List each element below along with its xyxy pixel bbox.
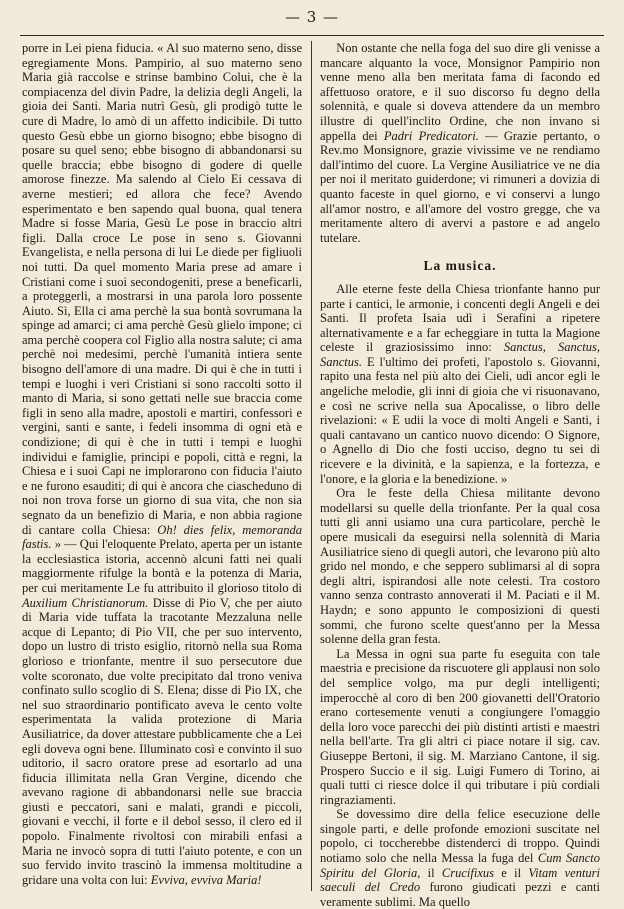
latin-quote: Oh! dies felix, memoranda fastis. — [22, 522, 303, 552]
body-paragraph — [320, 807, 600, 909]
body-paragraph: Ora le feste della Chiesa militante devono modellarsi su quelle della trionfante. Per la qual cosa tutti gli anni usiamo una cura particolare, perchè le opere musicali da eseguirsi nella solennità di Maria Ausiliatrice sieno di quegli autori, che levarono più alto grido nel mondo, e che seppero sublimarsi al di sopra degli altri, ispirandosi alle note celesti. Tra costoro vanno senza contrasto annoverati il M. Paciati e il M. Haydn; e sono appunto le composizioni di questi sommi, che furono scelte quest'anno per la Messa solenne della gran festa. — [320, 486, 600, 647]
paragraph-text: — Grazie pertanto, o Rev.mo Monsignore, grazie vivissime ve ne rendiamo dall'intimo del cuore. La Vergine Ausiliatrice ve ne dia per noi il meritato guiderdone; vi rimuneri a dovizia di quanto faceste in quel giorno, e vi conservi a lungo all'amor nostro, e all'amore del vostro gregge, che va meritamente altero di avervi a pastore e ad angelo tutelare. — [320, 128, 600, 245]
column-divider — [311, 41, 312, 891]
paragraph-text: Se dovessimo dire della felice esecuzione delle singole parti, e delle profonde emozioni suscitate nel popolo, ci toccherebbe distenderci di troppo. Quindi notiamo solo che nella Messa la fuga del — [320, 807, 600, 866]
paragraph-text: , il — [417, 865, 435, 880]
paragraph-text: furono giudicati pezzi e canti veramente sublimi. Ma quello — [320, 880, 600, 909]
paragraph-text: E l'ultimo dei profeti, l'apostolo s. Giovanni, rapito una festa nel più alto dei Cieli, udì ancor egli le angeliche melodie, gli inni di gioia che vi risuonavano, e così ne scrive nella sua Apocalisse, o libro delle rivelazioni: « E udii la voce di molti Angeli e Santi, i quali cantavano un cantico nuovo dicendo: O Signore, o Agnello di Dio che fosti ucciso, degno tu sei di ricevere e la divinità, e la sapienza, e la fortezza, e l'onore, e la gloria e la benedizione. » — [320, 354, 601, 486]
latin-phrase: Crucifixus — [441, 865, 494, 880]
body-paragraph — [320, 41, 600, 245]
latin-phrase: Vitam venturi saeculi del Credo — [320, 865, 601, 895]
body-paragraph — [320, 282, 600, 486]
page-number: — 3 — — [284, 8, 340, 26]
paragraph-text: Non ostante che nella foga del suo dire gli venisse a mancare alquanto la voce, Monsignor Pampirio non venne meno alla ben meritata fama di facondo ed affettuoso oratore, e il suo discorso fu degno della solennità, e quale si doveva attendere da un membro illustre di quell'inclito Ordine, che non invano si appella dei — [320, 41, 600, 143]
paragraph-text: porre in Lei piena fiducia. « Al suo materno seno, disse egregiamente Mons. Pampirio, al suo materno seno Maria già raccolse e strinse bambino Colui, che è la compiacenza del divin Padre, la delizia degli Angeli, la gioia dei Santi. Maria nutrì Gesù, gli prodigò tutte le cure di Madre, lo amò di un affetto indicibile. Di tutto questo Gesù ebbe un giorno bisogno; ebbe bisogno di posare su quel seno; ebbe bisogno di abbandonarsi su quelle braccia; ebbe bisogno di godere di quelle amorose finezze. Ma salendo al Cielo Ei cessava di averne mestieri; ed allora che fece? Avendo esperimentato e ben sapendo qual buona, qual tenera Madre si fosse Maria, Gesù Le pose in braccio altri figli. Dalla croce Le pose in seno s. Giovanni Evangelista, e nella persona di lui Le diede per figliuoli noi tutti. Da quel momento Maria prese ad amare i Cristiani come i suoi secondogeniti, prese a beneficarli, a proteggerli, a mostrarsi in una parola loro possente Aiuto. Sì, Ella ci ama perchè la sua bontà sovrumana la spinge ad amarci; ci ama perchè Gesù glielo impone; ci ama perchè coopera col Figlio alla nostra salute; ci ama perchè noi medesimi, perchè l'umanità intiera sente bisogno dell'amore di una madre. Di qui è che in tutti i tempi e luoghi i veri Cristiani si sono raccolti sotto il manto di Maria, si sono gettati nelle sue braccia come figli in seno alla madre, apostoli e martiri, confessori e vergini, santi e sante, i fedeli insomma di ogni età e condizione; di qui è che in tutti i tempi e luoghi individui e famiglie, principi e popoli, città e regni, la Chiesa e i suoi Capi ne implorarono con fiducia l'aiuto e ne furono esauditi; di qui è ancora che ciascheduno di noi non trova forse un giorno di sua vita, che non sia segnato da un benefizio di Maria, e non abbia ragione di cantare colla Chiesa: — [22, 41, 302, 537]
body-paragraph: La Messa in ogni sua parte fu eseguita con tale maestria e precisione da riscuotere gli applausi non solo del semplice volgo, ma pur degli intelligenti; imperocchè al coro di ben 200 giovanetti dell'Oratorio erano cortesemente venuti a congiungere l'omaggio della loro voce parecchi dei più distinti artisti e maestri nella bell'arte. Tra gli altri ci piace notare il sig. cav. Giuseppe Bertoni, il sig. M. Marziano Cantone, il sig. Prospero Succio e il sig. Luigi Fumero di Torino, ai quali tutti ci riesce dolce il qui tributare i più cordiali ringraziamenti. — [320, 646, 600, 807]
section-title: La musica. — [423, 258, 497, 274]
right-column — [320, 41, 600, 909]
header-rule — [20, 35, 604, 36]
paragraph-text: Disse di Pio V, che per aiuto di Maria vide tuffata la tracotante Mezzaluna nelle acque di Lepanto; di Pio VII, che per suo intervento, dopo un lustro di tristo esiglio, ritornò nella sua Roma glorioso e trionfante, mentre il suo persecutore due volte scoronato, due volte precipitato dal trono veniva confinato sullo scoglio di S. Elena; disse di Pio IX, che nel suo straordinario pontificato aveva le cento volte esperimentata la valida protezione di Maria Ausiliatrice, da dover attestare pubblicamente che a Lei egli doveva ogni bene. Illuminato così e convinto il suo uditorio, il sacro oratore prese ad esortarlo ad una fiducia illimitata nella Gran Vergine, dicendo che avevano ragione di abbandonarsi nelle sue braccia giusti e peccatori, sani e malati, grandi e piccoli, giovani e vecchi, il forte e il debol sesso, il clero ed il popolo. Finalmente rivoltosi con mirabili enfasi a Maria ne invocò sopra di tutti l'aiuto potente, e con un suo fervido invito trascinò la immensa moltitudine a gridare una volta con lui: — [22, 595, 302, 887]
latin-quote: Sanctus, Sanctus, Sanctus. — [320, 340, 601, 369]
italic-phrase: Padri Predicatori. — [383, 128, 479, 143]
paragraph-text: » — Qui l'eloquente Prelato, aperta per un istante la ecclesiastica istoria, accennò alcuni fatti nei quali maggiormente rifulge la bontà e la potenza di Maria, per cui meritamente Le fu attribuito il glorioso titolo di — [22, 537, 303, 595]
left-column — [22, 41, 302, 887]
paragraph-text: e il — [501, 865, 522, 880]
body-paragraph — [22, 41, 302, 887]
acclamation: Evviva, evviva Maria! — [150, 872, 262, 887]
latin-phrase: Cum Sancto Spiritu del Gloria — [320, 851, 601, 880]
latin-title: Auxilium Christianorum. — [22, 595, 149, 610]
paragraph-text: Alle eterne feste della Chiesa trionfante hanno pur parte i cantici, le armonie, i concenti degli Angeli e dei Santi. Il profeta Isaia udì i Serafini a ripetere alternativamente e a far echeggiare in tutta la Magione celeste il graziosissimo inno: — [320, 281, 600, 355]
